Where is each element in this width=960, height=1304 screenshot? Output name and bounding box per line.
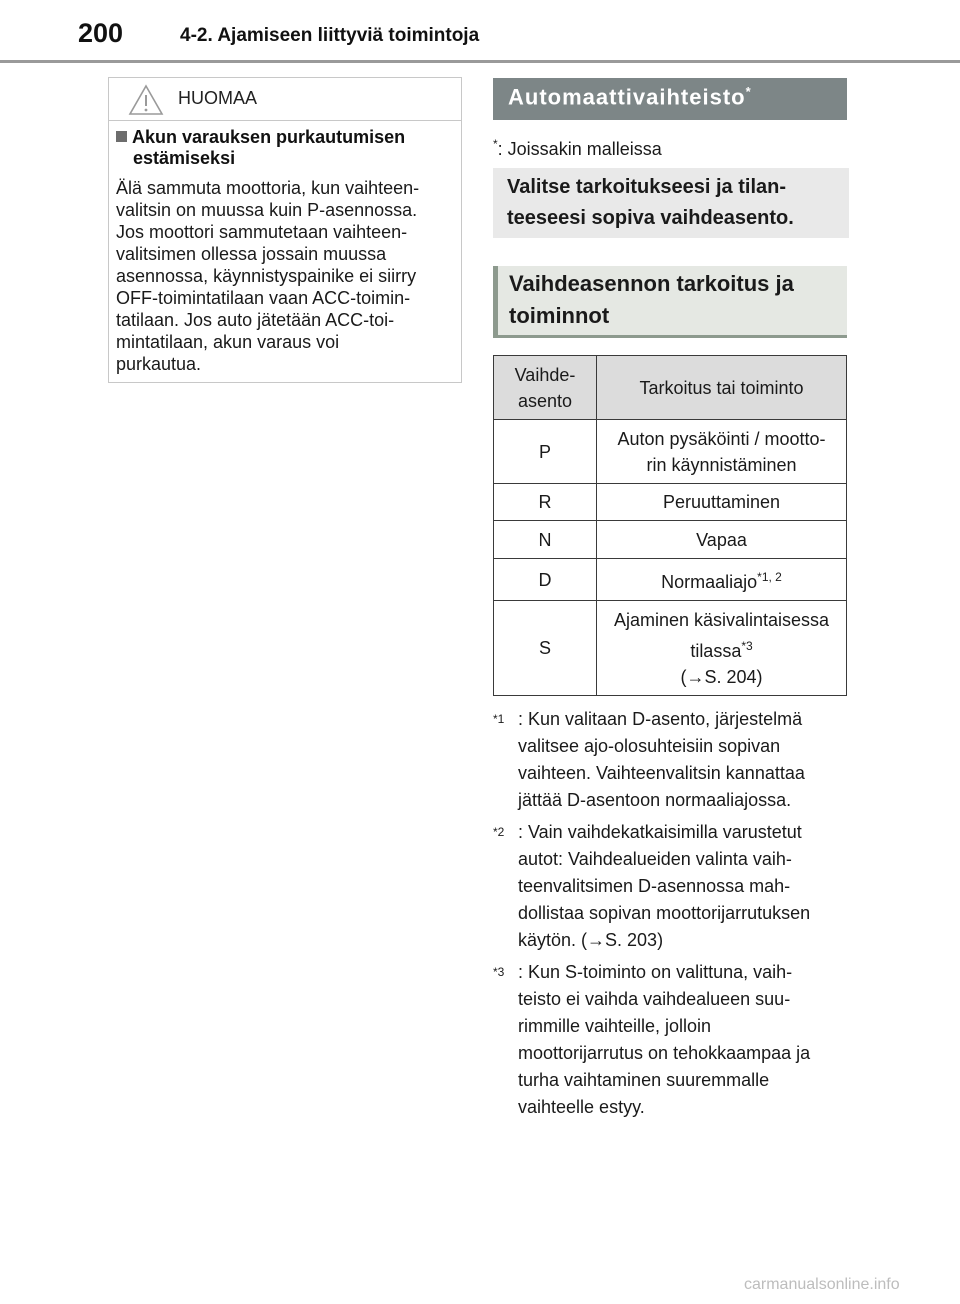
purpose-cell: Peruuttaminen [597, 484, 847, 521]
gear-cell: P [494, 420, 597, 484]
gear-cell: N [494, 521, 597, 559]
tip-box [493, 168, 849, 238]
footnotes [493, 706, 853, 1126]
model-note-text: : Joissakin malleissa [497, 139, 662, 159]
table-row [494, 420, 847, 484]
subheading-box [493, 266, 847, 338]
subheading-text: Vaihdeasennon tarkoitus ja toiminnot [509, 271, 794, 328]
footnote-mark [493, 959, 518, 1121]
notice-body: Älä sammuta moottoria, kun vaihteen- valitsin on muussa kuin P-asennossa. Jos moottori sammutetaan vaihteen- valitsimen ollessa jossain muussa asennossa, käynnistyspainike ei siirry OFF-toimintatilaan vaan ACC-toimin- tatilaan. Jos auto jätetään ACC-toi- mintatilaan, akun varaus voi purkautua. [116, 178, 420, 374]
page-number: 200 [78, 18, 124, 48]
purpose-footnote-ref: *3 [741, 638, 753, 653]
gear-cell: S [494, 601, 597, 696]
notice-box [108, 77, 462, 383]
footnote-mark-text: *2 [493, 825, 505, 839]
gear-cell: R [494, 484, 597, 521]
footnote-mark-text: *3 [493, 965, 505, 979]
automatic-transmission-title [508, 84, 752, 110]
notice-header [109, 78, 461, 121]
notice-title: HUOMAA [178, 88, 258, 108]
purpose-text-tilassa: tilassa [690, 640, 742, 661]
footnote-text: : Kun S-toiminto on valittuna, vaih- teisto ei vaihda vaihdealueen suu- rimmille vaihteille, jolloin moottorijarrutus on tehokkaampaa ja turha vaihtaminen suuremmalle vaihteelle estyy. [518, 962, 811, 1117]
purpose-cell: Auton pysäköinti / mootto- rin käynnistäminen [597, 420, 847, 484]
notice-subtitle-line2: estämiseksi [133, 148, 236, 168]
table-row [494, 559, 847, 601]
table-row [494, 484, 847, 521]
model-note-mark: * [493, 137, 498, 151]
purpose-cell: Vapaa [597, 521, 847, 559]
purpose-text-line2 [601, 633, 842, 664]
gear-cell: D [494, 559, 597, 601]
purpose-footnote-ref: *1, 2 [757, 570, 782, 584]
table-header-gear: Vaihde- asento [494, 356, 597, 420]
table-row [494, 601, 847, 696]
page-header [0, 0, 960, 64]
table-row [494, 521, 847, 559]
automatic-transmission-title-bar [493, 78, 847, 120]
purpose-text: Normaaliajo [661, 572, 758, 592]
square-bullet-icon [116, 131, 127, 142]
footnote [493, 959, 853, 1121]
footnote [493, 706, 853, 814]
header-divider [0, 60, 960, 63]
footnote [493, 819, 853, 954]
table-header-row [494, 356, 847, 420]
title-asterisk: * [745, 84, 752, 99]
model-note [493, 137, 662, 160]
title-text: Automaattivaihteisto [508, 84, 746, 110]
purpose-cell [597, 559, 847, 601]
footnote-text: : Kun valitaan D-asento, järjestelmä valitsee ajo-olosuhteisiin sopivan vaihteen. Vaihteenvalitsin kannattaa jättää D-asentoon normaaliajossa. [518, 709, 805, 810]
notice-subtitle-line1: Akun varauksen purkautumisen [132, 127, 406, 147]
footnote-mark-text: *1 [493, 712, 505, 726]
table-header-purpose: Tarkoitus tai toiminto [597, 356, 847, 420]
tip-text: Valitse tarkoitukseesi ja tilan- teeseesi sopiva vaihdeasento. [507, 176, 794, 229]
footnote-mark [493, 706, 518, 814]
footnote-mark [493, 819, 518, 954]
section-title: 4-2. Ajamiseen liittyviä toimintoja [180, 25, 480, 46]
page-reference-link[interactable]: (→S. 204) [680, 666, 763, 687]
footnote-text: : Vain vaihdekatkaisimilla varustetut autot: Vaihdealueiden valinta vaih- teenvalitsimen D-asennossa mah- dollistaa sopivan moottorijarrutuksen käytön. (→S. 203) [518, 822, 811, 950]
purpose-cell [597, 601, 847, 696]
watermark: carmanualsonline.info [744, 1276, 900, 1293]
purpose-text: Ajaminen käsivalintaisessa [613, 609, 830, 630]
gear-position-table [493, 355, 847, 696]
notice-subtitle [116, 127, 452, 169]
warning-triangle-icon [128, 84, 164, 116]
